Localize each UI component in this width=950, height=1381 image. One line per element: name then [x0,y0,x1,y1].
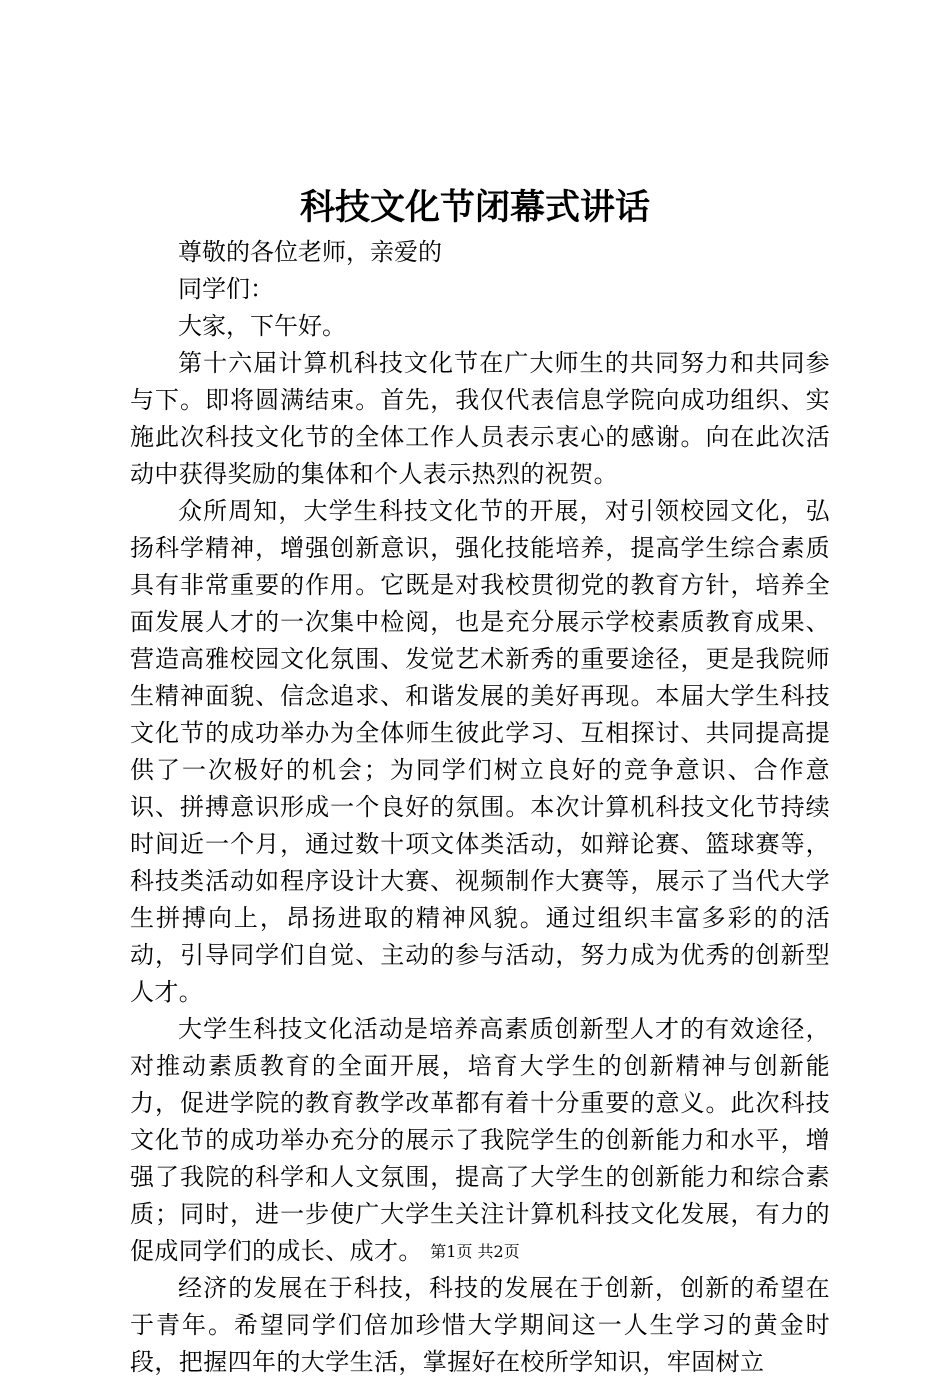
paragraph-4: 经济的发展在于科技，科技的发展在于创新，创新的希望在于青年。希望同学们倍加珍惜大学期间这一人生学习的黄金时段，把握四年的大学生活，掌握好在校所学知识，牢固树立 [130,1274,830,1376]
greeting-line: 大家，下午好。 [178,312,346,340]
paragraph-3: 大学生科技文化活动是培养高素质创新型人才的有效途径，对推动素质教育的全面开展，培育大学生的创新精神与创新能力，促进学院的教育教学改革都有着十分重要的意义。此次科技文化节的成功举办充分的展示了我院学生的创新能力和水平，增强了我院的科学和人文氛围，提高了大学生的创新能力和综合素质；同时，进一步使广大学生关注计算机科技文化发展，有力的促成同学们的成长、成才。 [130,1015,830,1265]
salutation-line-1: 尊敬的各位老师，亲爱的 [178,238,442,266]
paragraph-2: 众所周知，大学生科技文化节的开展，对引领校园文化，弘扬科学精神，增强创新意识，强化技能培养，提高学生综合素质具有非常重要的作用。它既是对我校贯彻党的教育方针，培养全面发展人才的一次集中检阅，也是充分展示学校素质教育成果、营造高雅校园文化氛围、发觉艺术新秀的重要途径，更是我院师生精神面貌、信念追求、和谐发展的美好再现。本届大学生科技文化节的成功举办为全体师生彼此学习、互相探讨、共同提高提供了一次极好的机会；为同学们树立良好的竞争意识、合作意识、拼搏意识形成一个良好的氛围。本次计算机科技文化节持续时间近一个月，通过数十项文体类活动，如辩论赛、篮球赛等，科技类活动如程序设计大赛、视频制作大赛等，展示了当代大学生拼搏向上，昂扬进取的精神风貌。通过组织丰富多彩的的活动，引导同学们自觉、主动的参与活动，努力成为优秀的创新型人才。 [130,497,830,1006]
document-body [130,234,830,1381]
document-title: 科技文化节闭幕式讲话 [299,187,650,228]
page-number-footer: 第1页 共2页 [430,1242,520,1261]
salutation-line-2: 同学们： [178,275,274,303]
paragraph-1: 第十六届计算机科技文化节在广大师生的共同努力和共同参与下。即将圆满结束。首先，我仅代表信息学院向成功组织、实施此次科技文化节的全体工作人员表示衷心的感谢。向在此次活动中获得奖励的集体和个人表示热烈的祝贺。 [130,349,830,488]
